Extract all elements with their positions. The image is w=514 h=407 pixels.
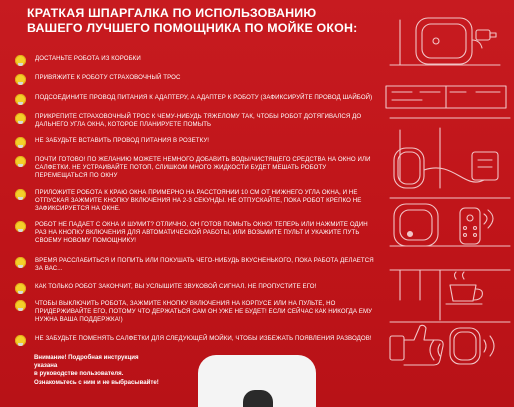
page-title bbox=[27, 6, 387, 36]
list-item bbox=[15, 94, 380, 105]
lightbulb-icon bbox=[15, 257, 26, 268]
lightbulb-icon bbox=[15, 156, 26, 167]
list-item bbox=[15, 137, 380, 148]
step-text: НЕ ЗАБУДЬТЕ ПОМЕНЯТЬ САЛФЕТКИ ДЛЯ СЛЕДУЮЩЕЙ МОЙКИ, ЧТОБЫ ИЗБЕЖАТЬ ПОЯВЛЕНИЯ РАЗВОДОВ! bbox=[35, 335, 372, 342]
lightbulb-icon bbox=[15, 74, 26, 85]
lightbulb-icon bbox=[15, 300, 26, 311]
step-text: ПРИВЯЖИТЕ К РОБОТУ СТРАХОВОЧНЫЙ ТРОС bbox=[35, 74, 181, 81]
remote-control-icon bbox=[460, 208, 493, 244]
step-text: ВРЕМЯ РАССЛАБИТЬСЯ И ПОПИТЬ ИЛИ ПОКУШАТЬ ЧЕГО-НИБУДЬ ВКУСНЕНЬКОГО, ПОКА РАБОТА ДЕЛАЕТСЯ ЗА ВАС... bbox=[35, 257, 374, 273]
step-text: ПРИКРЕПИТЕ СТРАХОВОЧНЫЙ ТРОС К ЧЕМУ-НИБУДЬ ТЯЖЕЛОМУ ТАК, ЧТОБЫ РОБОТ ДОТЯГИВАЛСЯ ДО ДАЛЬНЕГО УГЛА ОКНА, КОТОРОЕ ПЛАНИРУЕТЕ ПОМЫТЬ bbox=[35, 113, 362, 129]
list-item bbox=[15, 300, 380, 325]
step-text: КАК ТОЛЬКО РОБОТ ЗАКОНЧИТ, ВЫ УСЛЫШИТЕ ЗВУКОВОЙ СИГНАЛ. НЕ ПРОПУСТИТЕ ЕГО! bbox=[35, 283, 317, 290]
coffee-cup-icon bbox=[390, 270, 510, 322]
step-text: НЕ ЗАБУДЬТЕ ВСТАВИТЬ ПРОВОД ПИТАНИЯ В РОЗЕТКУ! bbox=[35, 137, 210, 144]
list-item bbox=[15, 189, 380, 214]
note-line-2: в руководстве пользователя. bbox=[34, 370, 124, 378]
note-line-3: Ознакомьтесь с ним и не выбрасывайте! bbox=[34, 378, 159, 386]
title-line-1: КРАТКАЯ ШПАРГАЛКА ПО ИСПОЛЬЗОВАНИЮ bbox=[27, 6, 317, 20]
lightbulb-icon bbox=[15, 137, 26, 148]
lightbulb-icon bbox=[15, 283, 26, 294]
window-with-cord-icon bbox=[386, 86, 510, 118]
step-text: ПРИЛОЖИТЕ РОБОТА К КРАЮ ОКНА ПРИМЕРНО НА РАССТОЯНИИ 10 СМ ОТ НИЖНЕГО УГЛА ОКНА, И НЕ ОТПУСКАЯ ЗАЖМИТЕ КНОПКУ ВКЛЮЧЕНИЯ НА 2-3 СЕКУНДЫ. НЕ ОТПУСКАЙТЕ, ПОКА РОБОТ КРЕПКО НЕ ЗАФИКСИРУЕТСЯ НА ОКНЕ. bbox=[35, 189, 362, 213]
illustration-panel bbox=[380, 0, 514, 407]
list-item bbox=[15, 283, 380, 294]
lightbulb-icon bbox=[15, 189, 26, 200]
sound-robot-icon bbox=[430, 328, 494, 364]
list-item bbox=[15, 257, 380, 273]
note-line-1: Внимание! Подробная инструкция указана bbox=[34, 354, 139, 370]
lightbulb-icon bbox=[15, 113, 26, 124]
step-text: ПОЧТИ ГОТОВО! ПО ЖЕЛАНИЮ МОЖЕТЕ НЕМНОГО ДОБАВИТЬ ВОДЫ/ЧИСТЯЩЕГО СРЕДСТВА НА ОКНО ИЛИ САЛФЕТКИ. НЕ УСТРАИВАЙТЕ ПОТОП, СЛИШКОМ МНОГО ЖИДКОСТИ БУДЕТ МЕШАТЬ РОБОТУ ПЕРЕМЕЩАТЬСЯ ПО ОКНУ bbox=[35, 156, 371, 180]
list-item bbox=[15, 221, 380, 246]
title-line-2: ВАШЕГО ЛУЧШЕГО ПОМОЩНИКА ПО МОЙКЕ ОКОН: bbox=[27, 21, 358, 35]
lightbulb-icon bbox=[15, 94, 26, 105]
warning-note bbox=[34, 354, 159, 387]
step-text: ДОСТАНЬТЕ РОБОТА ИЗ КОРОБКИ bbox=[35, 55, 141, 62]
robot-hand-icon bbox=[394, 128, 498, 188]
robot-with-plug-icon bbox=[390, 18, 500, 65]
lightbulb-icon bbox=[15, 55, 26, 66]
step-text: ЧТОБЫ ВЫКЛЮЧИТЬ РОБОТА, ЗАЖМИТЕ КНОПКУ ВКЛЮЧЕНИЯ НА КОРПУСЕ ИЛИ НА ПУЛЬТЕ, НО ПРИДЕРЖИВАЙТЕ ЕГО, ПОТОМУ ЧТО ДЕРЖАТЬСЯ САМ ОН УЖЕ НЕ БУДЕТ! ЕСЛИ СЕЙЧАС КАК НИКОГДА ЕМУ НУЖНА ВАША ПОДДЕРЖКА!) bbox=[35, 300, 373, 324]
thumbs-up-icon bbox=[390, 325, 443, 365]
step-text: РОБОТ НЕ ПАДАЕТ С ОКНА И ШУМИТ? ОТЛИЧНО, ОН ГОТОВ ПОМЫТЬ ОКНО! ТЕПЕРЬ ИЛИ НАЖМИТЕ ОДИН РАЗ НА КНОПКУ ВКЛЮЧЕНИЯ ДЛЯ АВТОМАТИЧЕСКОЙ РАБОТЫ, ИЛИ ВОЗЬМИТЕ ПУЛЬТ И УКАЖИТЕ ПУТЬ СВОЕМУ НОВОМУ ПОМОЩНИКУ! bbox=[35, 221, 368, 245]
lightbulb-icon bbox=[15, 221, 26, 232]
list-item bbox=[15, 55, 380, 66]
list-item bbox=[15, 113, 380, 129]
list-item bbox=[15, 74, 380, 85]
step-text: ПОДСОЕДИНИТЕ ПРОВОД ПИТАНИЯ К АДАПТЕРУ, А АДАПТЕР К РОБОТУ (ЗАФИКСИРУЙТЕ ПРОВОД ШАЙБОЙ) bbox=[35, 94, 373, 101]
box-tab-opening bbox=[243, 390, 273, 407]
list-item bbox=[15, 156, 380, 181]
lightbulb-icon bbox=[15, 335, 26, 346]
list-item bbox=[15, 335, 380, 346]
